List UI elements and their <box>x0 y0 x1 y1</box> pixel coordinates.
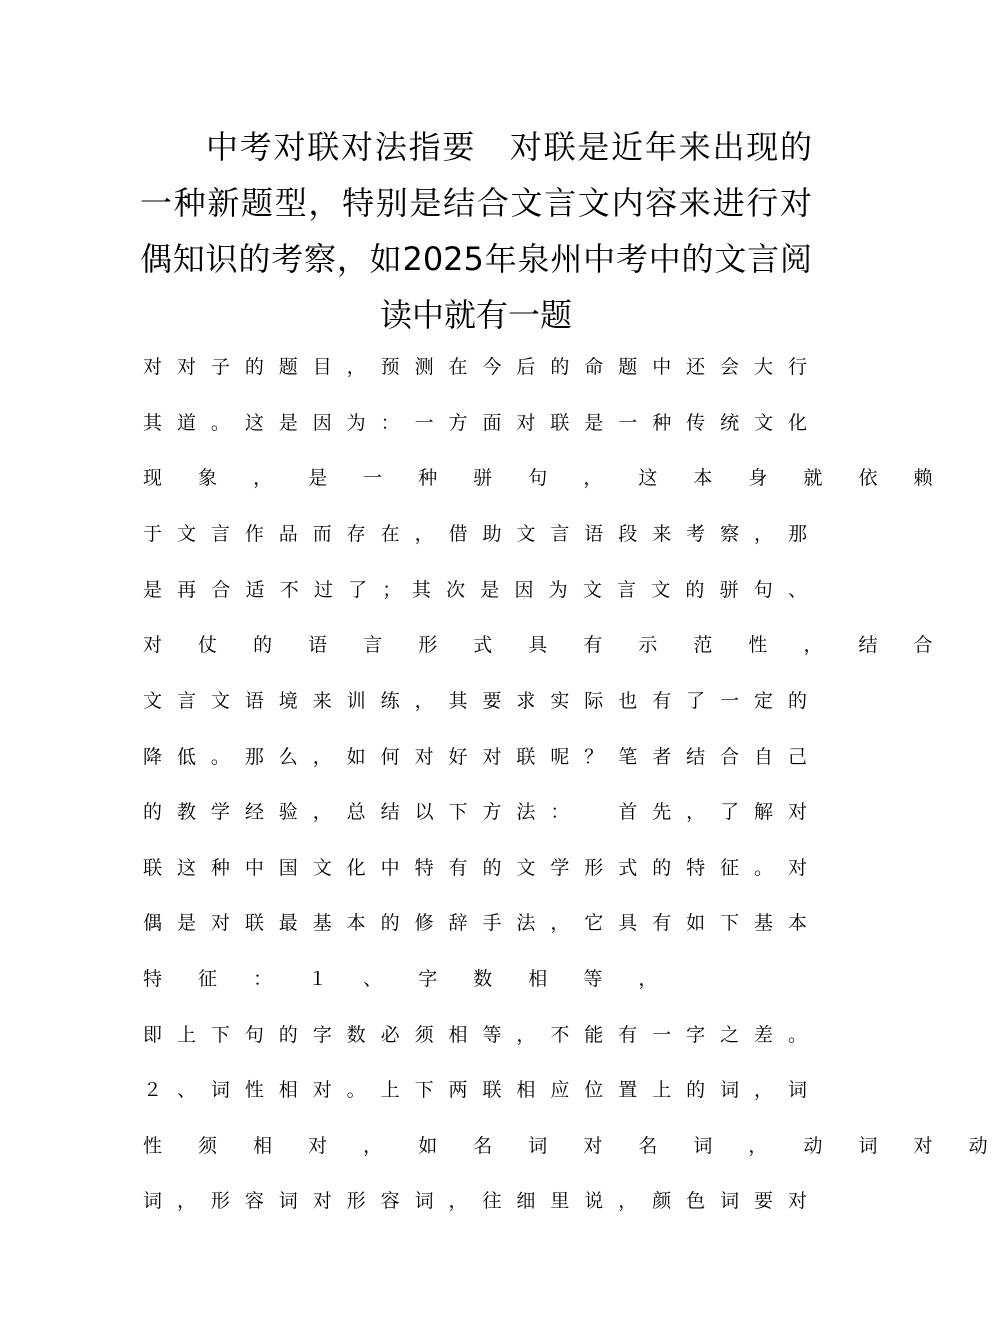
title-line-3: 偶知识的考察，如2025年泉州中考中的文言阅 <box>140 240 812 278</box>
title-line-1: 中考对联对法指要 对联是近年来出现的 <box>206 128 812 166</box>
body-line-5: 是 再 合 适 不 过 了 ； 其 次 是 因 为 文 言 文 的 骈 句 、 <box>143 579 807 601</box>
title-line-2: 一种新题型，特别是结合文言文内容来进行对 <box>140 184 812 222</box>
body-line-10: 联 这 种 中 国 文 化 中 特 有 的 文 学 形 式 的 特 征 。 对 <box>143 857 807 879</box>
body-line-2: 其 道 。 这 是 因 为 ： 一 方 面 对 联 是 一 种 传 统 文 化 <box>143 412 807 434</box>
body-line-12: 特 征 ： １ 、 字 数 相 等 ， <box>143 968 673 990</box>
body-line-9: 的 教 学 经 验 ， 总 结 以 下 方 法 ： 首 先 ， 了 解 对 <box>143 801 807 823</box>
body-line-16: 词 ， 形 容 词 对 形 容 词 ， 往 细 里 说 ， 颜 色 词 要 对 <box>143 1190 807 1212</box>
body-line-8: 降 低 。 那 么 ， 如 何 对 好 对 联 呢 ？ 笔 者 结 合 自 己 <box>143 746 807 768</box>
body-line-7: 文 言 文 语 境 来 训 练 ， 其 要 求 实 际 也 有 了 一 定 的 <box>143 690 807 712</box>
body-line-11: 偶 是 对 联 最 基 本 的 修 辞 手 法 ， 它 具 有 如 下 基 本 <box>143 912 807 934</box>
body-line-14: ２ 、 词 性 相 对 。 上 下 两 联 相 应 位 置 上 的 词 ， 词 <box>143 1079 807 1101</box>
body-line-4: 于 文 言 作 品 而 存 在 ， 借 助 文 言 语 段 来 考 察 ， 那 <box>143 523 807 545</box>
title-line-4: 读中就有一题 <box>379 296 572 334</box>
body-line-1: 对 对 子 的 题 目 ， 预 测 在 今 后 的 命 题 中 还 会 大 行 <box>143 356 807 378</box>
body-line-3: 现 象 ， 是 一 种 骈 句 ， 这 本 身 就 依 赖 <box>143 467 948 489</box>
body-line-13: 即 上 下 句 的 字 数 必 须 相 等 ， 不 能 有 一 字 之 差 。 <box>143 1024 807 1046</box>
body-line-6: 对 仗 的 语 言 形 式 具 有 示 范 性 ， 结 合 <box>143 634 948 656</box>
body-line-15: 性 须 相 对 ， 如 名 词 对 名 词 ， 动 词 对 动 <box>143 1135 1003 1157</box>
